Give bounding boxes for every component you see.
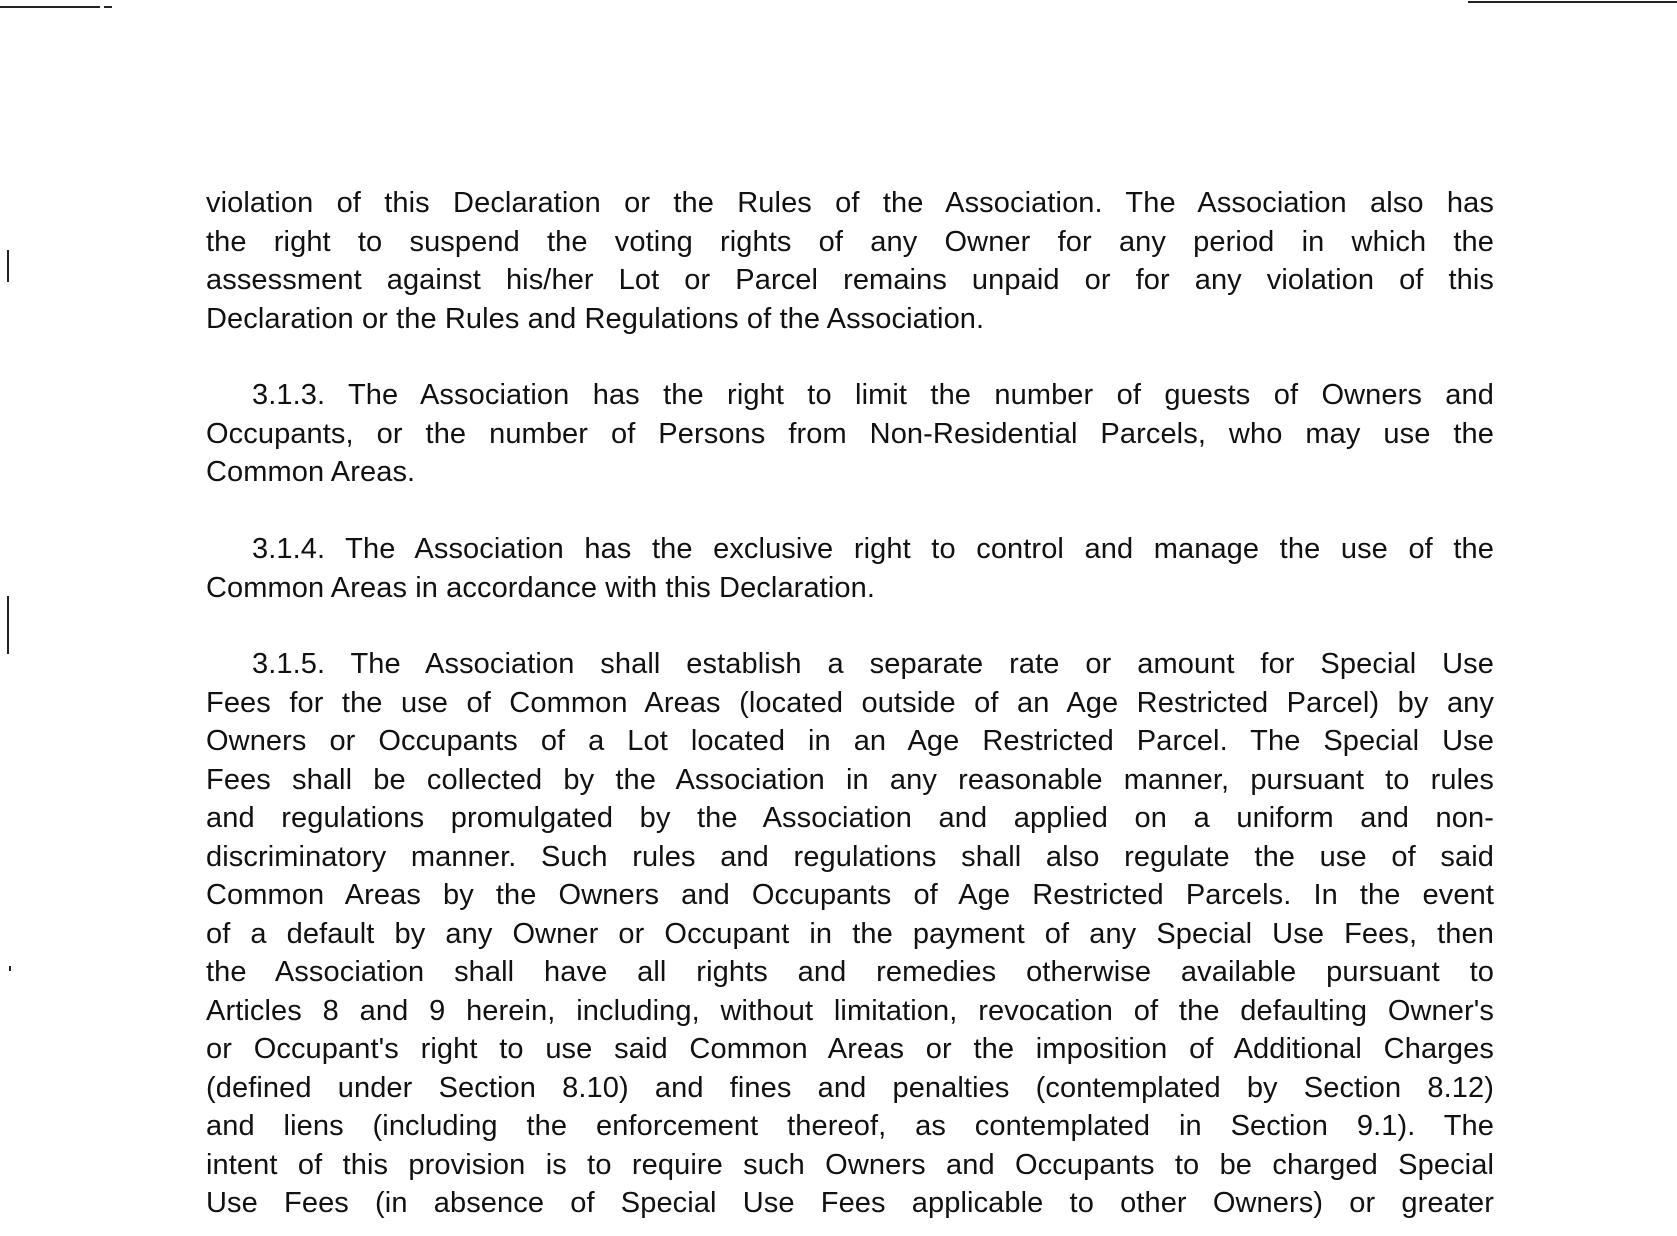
paragraph-continuation [206,184,1494,338]
text-line: intent of this provision is to require such Owners and Occupants to be charged Special [206,1148,1494,1181]
text-line: the Association shall have all rights and remedies otherwise available pursuant to [206,956,1494,988]
text-line: (defined under Section 8.10) and fines and penalties (contemplated by Section 8.12) [206,1071,1494,1104]
scan-mark [9,966,11,971]
text-line: Common Areas in accordance with this Declaration. [206,571,875,604]
text-line: Common Areas. [206,456,416,488]
scan-mark [1468,1,1677,3]
text-line: 3.1.4. The Association has the exclusive right to control and manage the use of the [252,533,1494,565]
text-line: the right to suspend the voting rights of any Owner for any period in which the [206,225,1494,258]
revision-bar [7,250,9,282]
section-3-1-4 [206,530,1494,607]
text-line: Use Fees (in absence of Special Use Fees applicable to other Owners) or greater [206,1187,1494,1219]
text-line: and liens (including the enforcement thereof, as contemplated in Section 9.1). The [206,1110,1494,1142]
text-line: 3.1.5. The Association shall establish a separate rate or amount for Special Use [252,648,1494,680]
text-line: and regulations promulgated by the Association and applied on a uniform and non- [206,802,1494,834]
text-line: assessment against his/her Lot or Parcel remains unpaid or for any violation of this [206,264,1494,296]
text-line: discriminatory manner. Such rules and regulations shall also regulate the use of said [206,840,1494,873]
revision-bar [7,596,9,654]
text-line: Fees for the use of Common Areas (located outside of an Age Restricted Parcel) by any [206,686,1494,719]
text-line: Fees shall be collected by the Association in any reasonable manner, pursuant to rules [206,763,1494,796]
section-3-1-3 [206,376,1494,492]
text-line: 3.1.3. The Association has the right to limit the number of guests of Owners and [252,379,1494,411]
text-line: or Occupant's right to use said Common Areas or the imposition of Additional Charges [206,1033,1494,1065]
text-line: Articles 8 and 9 herein, including, without limitation, revocation of the defaulting Owner's [206,994,1494,1027]
section-3-1-5 [206,645,1494,1223]
text-line: Declaration or the Rules and Regulations of the Association. [206,302,985,335]
text-line: violation of this Declaration or the Rules of the Association. The Association also has [206,187,1494,219]
text-line: Owners or Occupants of a Lot located in an Age Restricted Parcel. The Special Use [206,725,1494,757]
scan-mark [104,6,112,8]
text-line: Common Areas by the Owners and Occupants of Age Restricted Parcels. In the event [206,879,1494,911]
text-line: of a default by any Owner or Occupant in the payment of any Special Use Fees, then [206,917,1494,950]
scan-mark [0,6,100,8]
text-line: Occupants, or the number of Persons from Non-Residential Parcels, who may use the [206,417,1494,450]
